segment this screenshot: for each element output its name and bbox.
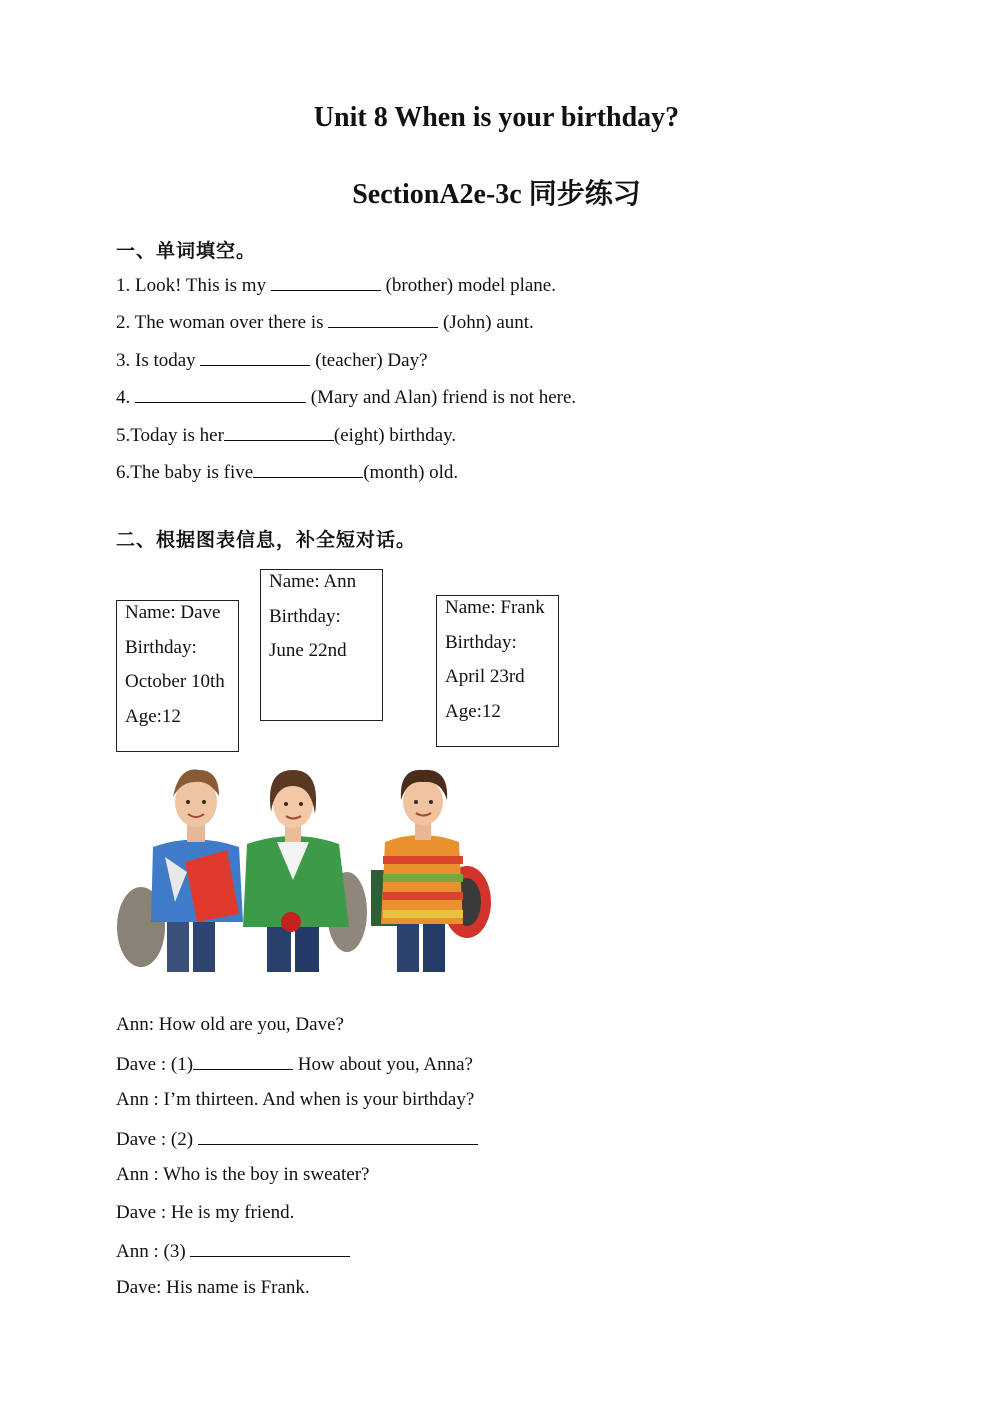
section-1-heading: 一、单词填空。 xyxy=(116,241,257,262)
info-card-ann xyxy=(260,569,383,721)
exercise-text: (month) old. xyxy=(363,462,459,483)
answer-blank[interactable] xyxy=(253,460,363,478)
answer-blank[interactable] xyxy=(193,1052,293,1070)
card-line: Birthday: xyxy=(445,631,517,653)
exercise-text: 5.Today is her xyxy=(116,425,224,446)
exercise-5 xyxy=(116,423,456,447)
dialogue-text: How about you, Anna? xyxy=(293,1054,473,1075)
dialogue-text: Ann : I’m thirteen. And when is your birthday? xyxy=(116,1089,475,1110)
dialogue-text: Dave : (1) xyxy=(116,1054,194,1075)
card-line: Birthday: xyxy=(269,605,341,627)
dialogue-line-3 xyxy=(116,1089,474,1111)
exercise-text: (brother) model plane. xyxy=(380,275,556,296)
card-line: Birthday: xyxy=(125,636,197,658)
dialogue-line-6 xyxy=(116,1202,294,1224)
page-subtitle: SectionA2e-3c 同步练习 xyxy=(352,179,641,210)
answer-blank[interactable] xyxy=(328,310,438,328)
card-line: Name: Ann xyxy=(269,571,357,592)
page-title: Unit 8 When is your birthday? xyxy=(313,102,680,133)
info-card-dave xyxy=(116,600,239,752)
exercise-text: 3. Is today xyxy=(116,350,201,371)
dialogue-text: Ann : (3) xyxy=(116,1241,191,1262)
students-photo xyxy=(115,762,493,974)
exercise-text: 4. xyxy=(116,387,135,408)
card-line: Age:12 xyxy=(125,705,181,727)
exercise-2 xyxy=(116,310,534,334)
answer-blank[interactable] xyxy=(224,423,334,441)
answer-blank[interactable] xyxy=(198,1127,478,1145)
exercise-1 xyxy=(116,273,556,297)
answer-blank[interactable] xyxy=(190,1239,350,1257)
dialogue-line-5 xyxy=(116,1164,369,1186)
exercise-text: (Mary and Alan) friend is not here. xyxy=(306,387,577,408)
dialogue-text: Dave : He is my friend. xyxy=(116,1202,295,1223)
exercise-text: 2. The woman over there is xyxy=(116,312,329,333)
exercise-text: (teacher) Day? xyxy=(310,350,428,371)
exercise-3 xyxy=(116,348,428,372)
dialogue-line-1 xyxy=(116,1014,344,1036)
card-line: Name: Frank xyxy=(445,597,545,618)
section-2-heading: 二、根据图表信息，补全短对话。 xyxy=(116,530,417,551)
dialogue-text: Ann : Who is the boy in sweater? xyxy=(116,1164,370,1185)
dialogue-text: Dave : (2) xyxy=(116,1129,198,1150)
exercise-4 xyxy=(116,385,576,409)
card-line: Name: Dave xyxy=(125,602,221,623)
boy-frank-figure xyxy=(371,770,491,972)
exercise-text: (eight) birthday. xyxy=(333,425,457,446)
dialogue-line-2 xyxy=(116,1052,473,1076)
card-line: April 23rd xyxy=(445,666,525,687)
answer-blank[interactable] xyxy=(271,273,381,291)
dialogue-line-8 xyxy=(116,1277,310,1299)
exercise-6 xyxy=(116,460,458,484)
exercise-text: 1. Look! This is my xyxy=(116,275,271,296)
card-line: June 22nd xyxy=(269,640,347,661)
answer-blank[interactable] xyxy=(200,348,310,366)
card-line: October 10th xyxy=(125,671,225,692)
exercise-text: (John) aunt. xyxy=(438,312,534,333)
dialogue-text: Dave: His name is Frank. xyxy=(116,1277,310,1298)
card-line: Age:12 xyxy=(445,700,501,722)
dialogue-line-4 xyxy=(116,1127,478,1151)
boy-dave-figure xyxy=(117,770,243,972)
info-card-frank xyxy=(436,595,559,747)
answer-blank[interactable] xyxy=(135,385,306,403)
girl-ann-figure xyxy=(243,770,367,972)
dialogue-line-7 xyxy=(116,1239,350,1263)
exercise-text: 6.The baby is five xyxy=(116,462,254,483)
dialogue-text: Ann: How old are you, Dave? xyxy=(116,1014,344,1035)
